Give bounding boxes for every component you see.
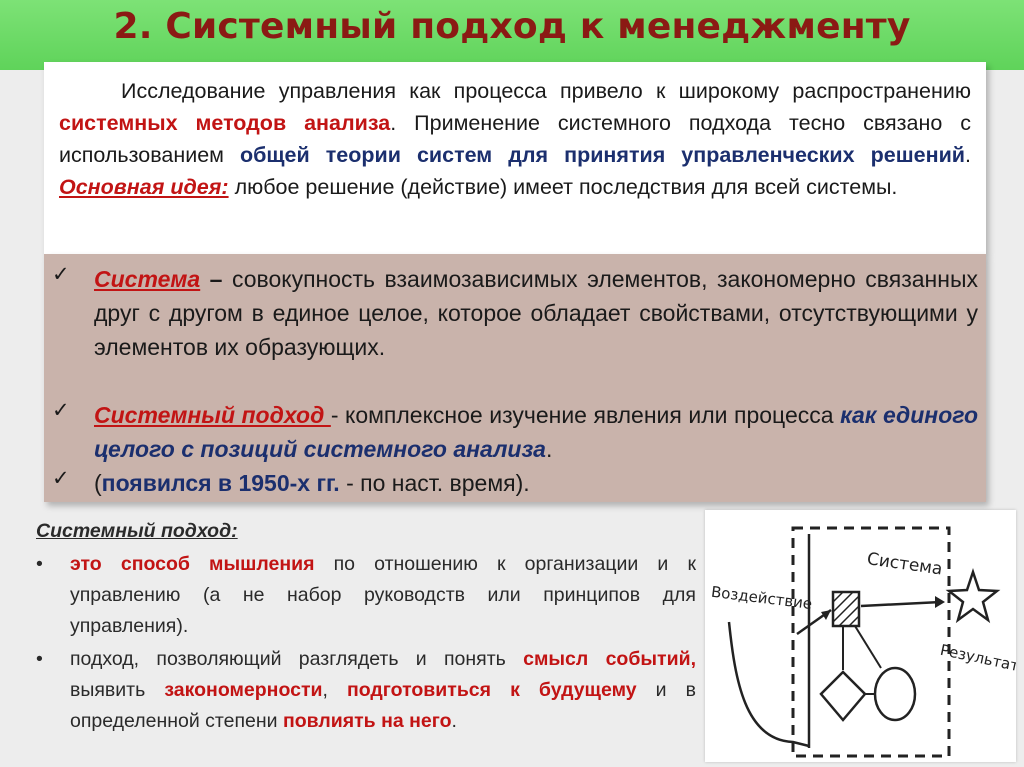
title-bar [0, 0, 1024, 70]
date-text: - по наст. время). [339, 470, 530, 496]
system-diagram-svg [705, 510, 1016, 762]
bullet-2-highlight-meaning: смысл событий, [523, 648, 696, 670]
intro-text-3: . [965, 143, 971, 167]
bullet-2-highlight-future: подготовиться к будущему [346, 679, 637, 701]
definition-item-date [52, 466, 978, 500]
circle-icon [875, 668, 915, 720]
bullet-2-text-b: выявить [70, 679, 165, 701]
system-label: Система [865, 549, 944, 580]
bullet-2-highlight-patterns: закономерности [164, 679, 323, 701]
bullet-2-text-a: подход, позволяющий разглядеть и понять [70, 648, 524, 670]
input-label: Воздействие [710, 582, 814, 613]
date-open-paren: ( [94, 470, 102, 496]
slide-title: 2. Системный подход к менеджменту [113, 6, 911, 47]
intro-box [44, 62, 986, 254]
approach-bullet-2 [36, 644, 696, 737]
bullet-1-text: по отношению к организации и к управлению (а не набор руководств или принципов для управления). [70, 553, 696, 637]
definition-system-text: совокупность взаимозависимых элементов, закономерно связанных друг с другом в единое целое, которое обладает свойствами, отсутствующими у элементов их образующих. [94, 266, 978, 360]
bullet-icon: • [36, 648, 43, 670]
definition-approach-text: - комплексное изучение явления или процесса [330, 402, 841, 428]
definition-item-system [52, 262, 978, 364]
approach-list [36, 549, 696, 737]
main-idea-label: Основная идея: [59, 175, 229, 199]
intro-highlight-methods: системных методов анализа [59, 111, 391, 135]
term-dash: – [200, 266, 232, 292]
term-system: Система [94, 266, 201, 292]
bullet-2-text-d: и в определенной степени [70, 679, 696, 732]
intro-text-4: любое решение (действие) имеет последствия для всей системы. [234, 175, 898, 199]
link-square-circle [855, 626, 881, 668]
diamond-icon [821, 672, 865, 720]
checkmark-icon: ✓ [52, 398, 70, 422]
term-system-approach: Системный подход [94, 402, 331, 428]
input-arrow [729, 622, 809, 746]
bullet-icon: • [36, 553, 43, 575]
intro-highlight-theory: общей теории систем для принятия управленческих решений [240, 143, 966, 167]
square-hatched-icon [833, 592, 859, 626]
intro-paragraph [59, 75, 971, 203]
approach-heading: Системный подход: [36, 520, 238, 542]
bullet-2-text-e: . [451, 710, 457, 732]
output-arrowhead-icon [935, 596, 945, 608]
definition-approach-end: . [545, 436, 553, 462]
output-arrow [861, 602, 941, 606]
definition-item-approach [52, 398, 978, 466]
system-diagram [705, 510, 1016, 762]
definition-approach-highlight: как единого целого с позиций системного анализа [94, 402, 978, 462]
intro-text-1: Исследование управления как процесса привело к широкому распространению [121, 79, 971, 103]
checkmark-icon: ✓ [52, 466, 70, 490]
approach-notes [36, 516, 696, 737]
checkmark-icon: ✓ [52, 262, 70, 286]
star-icon [949, 572, 997, 620]
bullet-1-highlight: это способ мышления [70, 553, 315, 575]
approach-bullet-1 [36, 549, 696, 642]
date-highlight: появился в 1950-х гг. [101, 470, 340, 496]
definitions-box [44, 254, 986, 502]
bullet-2-highlight-influence: повлиять на него [282, 710, 452, 732]
intro-text-2: . Применение системного подхода тесно связано с использованием [59, 111, 971, 167]
bullet-2-text-c: , [322, 679, 347, 701]
output-label: Результат [938, 640, 1016, 676]
